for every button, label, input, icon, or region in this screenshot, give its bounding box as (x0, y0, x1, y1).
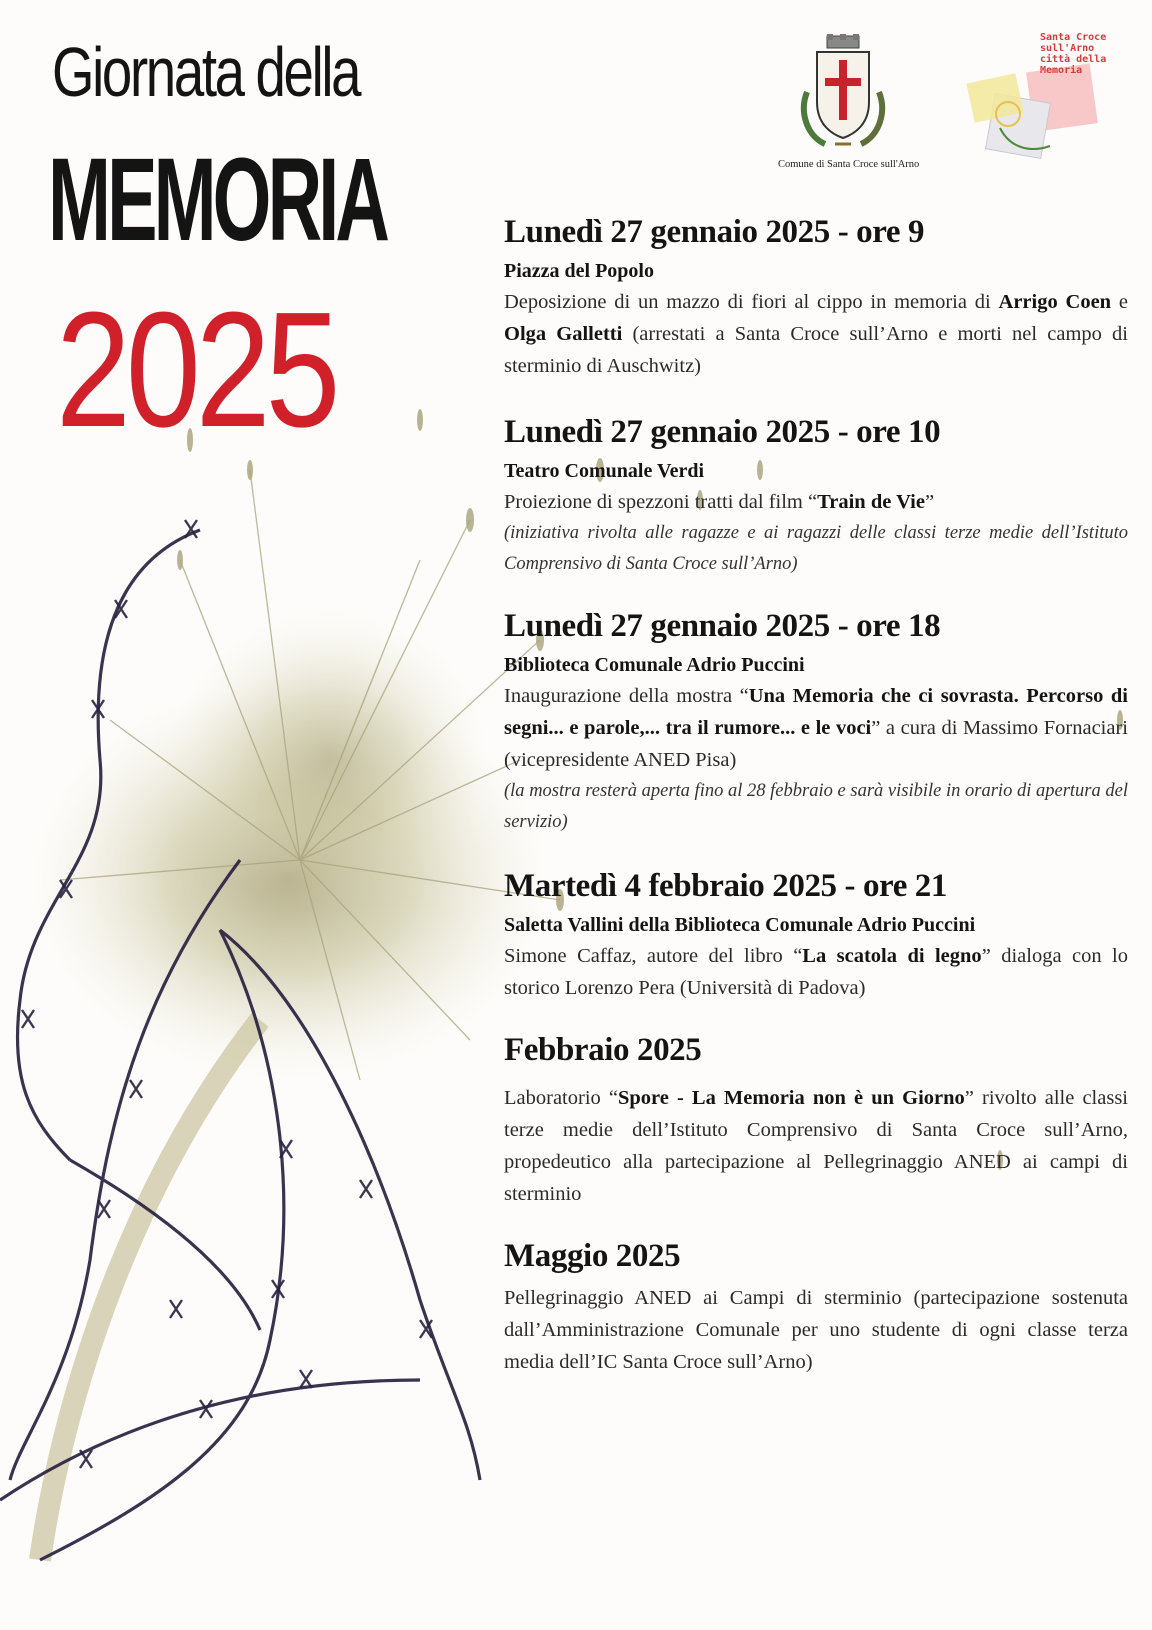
event-date: Lunedì 27 gennaio 2025 - ore 10 (504, 414, 941, 450)
event-item (504, 1030, 1128, 1210)
event-item (504, 606, 1128, 838)
event-description: Deposizione di un mazzo di fiori al cippo in memoria di Arrigo Coen e Olga Galletti (arrestati a Santa Croce sull’Arno e morti nel campo di sterminio di Auschwitz) (504, 291, 1128, 377)
title-line-2: MEMORIA (48, 134, 387, 266)
coat-of-arms-icon (795, 32, 891, 150)
event-note: (la mostra resterà aperta fino al 28 febbraio e sarà visibile in orario di apertura del servizio) (504, 781, 1128, 832)
comune-caption: Comune di Santa Croce sull'Arno (778, 159, 920, 170)
santa-croce-memoria-logo (960, 28, 1110, 178)
comune-logo (778, 32, 920, 170)
event-date: Martedì 4 febbraio 2025 - ore 21 (504, 868, 947, 904)
event-item (504, 412, 1128, 580)
event-date: Maggio 2025 (504, 1238, 681, 1274)
santa-croce-logo-text: Santa Croce sull'Arno città della Memoria (1040, 32, 1107, 76)
event-place: Biblioteca Comunale Adrio Puccini (504, 654, 805, 676)
event-description: Proiezione di spezzoni tratti dal film “Train de Vie” (504, 491, 935, 513)
event-note: (iniziativa rivolta alle ragazze e ai ragazzi delle classi terze medie dell’Istituto Comprensivo di Santa Croce sull’Arno) (504, 523, 1128, 574)
event-date: Lunedì 27 gennaio 2025 - ore 18 (504, 608, 941, 644)
event-place: Teatro Comunale Verdi (504, 460, 705, 482)
title-year: 2025 (56, 278, 336, 461)
event-item (504, 1236, 1128, 1378)
event-description: Simone Caffaz, autore del libro “La scatola di legno” dialoga con lo storico Lorenzo Pera (Università di Padova) (504, 945, 1128, 999)
event-date: Lunedì 27 gennaio 2025 - ore 9 (504, 214, 925, 250)
event-item (504, 866, 1128, 1004)
event-date: Febbraio 2025 (504, 1032, 702, 1068)
event-description: Pellegrinaggio ANED ai Campi di sterminio (partecipazione sostenuta dall’Amministrazione Comunale per uno studente di ogni classe terza media dell’IC Santa Croce sull’Arno) (504, 1287, 1128, 1373)
events-list (504, 212, 1128, 1378)
event-description: Inaugurazione della mostra “Una Memoria che ci sovrasta. Percorso di segni... e parole,... tra il rumore... e le voci” a cura di Massimo Fornaciari (vicepresidente ANED Pisa) (504, 685, 1128, 771)
event-description: Laboratorio “Spore - La Memoria non è un Giorno” rivolto alle classi terze medie dell’Istituto Comprensivo di Santa Croce sull’Arno, propedeutico alla partecipazione al Pellegrinaggio ANED ai campi di sterminio (504, 1087, 1128, 1205)
title-line-1: Giornata della (52, 33, 360, 111)
event-place: Piazza del Popolo (504, 260, 654, 282)
event-place: Saletta Vallini della Biblioteca Comunale Adrio Puccini (504, 914, 976, 936)
event-item (504, 212, 1128, 382)
